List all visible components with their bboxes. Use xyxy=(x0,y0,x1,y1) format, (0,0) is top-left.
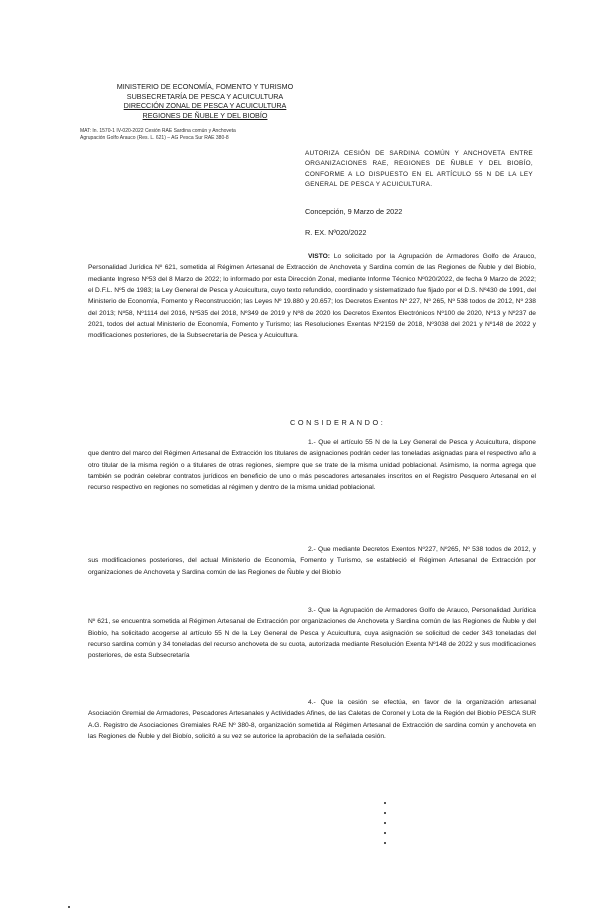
ministry-name: MINISTERIO DE ECONOMÍA, FOMENTO Y TURISMO xyxy=(116,82,294,91)
visto-paragraph xyxy=(88,251,536,342)
zonal-directorate-name: DIRECCIÓN ZONAL DE PESCA Y ACUICULTURA xyxy=(123,101,287,111)
place-date: Concepción, 9 Marzo de 2022 xyxy=(305,207,403,216)
considerando-paragraph-2 xyxy=(88,544,536,578)
undersecretariat-name: SUBSECRETARÍA DE PESCA Y ACUICULTURA xyxy=(126,91,284,101)
visto-label: VISTO: xyxy=(308,253,331,260)
reference-note-line1: MAT: In. 1570-1 IV-020-2022 Cesión RAE Sardina común y Anchoveta xyxy=(80,128,236,134)
considerando-text-3: 3.- Que la Agrupación de Armadores Golfo de Arauco, Personalidad Jurídica Nº 621, se encuentra sometida al Régimen Artesanal de Extracción por organizaciones de Anchoveta y Sardina común de las Regiones de Ñuble y del Biobío, ha solicitado acogerse al artículo 55 N de la Ley General de Pesca y Acuicultura, cuya asignación se solicitud de ceder 343 toneladas del recurso sardina común y 34 toneladas del recurso anchoveta de su cuota, autorizada mediante Resolución Exenta Nº148 de 2022 y sus modificaciones posteriores, de esta Subsecretaría xyxy=(88,607,536,660)
scan-mark xyxy=(384,812,386,814)
considerando-paragraph-1 xyxy=(88,437,536,494)
reference-note-line2: Agrupación Golfo Arauco (Res. L. 621) – AG Pesca Sur RAE 380-8 xyxy=(80,135,229,142)
resolution-subject: AUTORIZA CESIÓN DE SARDINA COMÚN Y ANCHOVETA ENTRE ORGANIZACIONES RAE, REGIONES DE ÑUBLE Y DEL BIOBÍO, CONFORME A LO DISPUESTO EN EL ARTÍCULO 55 N DE LA LEY GENERAL DE PESCA Y ACUICULTURA. xyxy=(305,150,533,189)
scan-mark xyxy=(384,802,386,804)
considerando-text-4: 4.- Que la cesión se efectúa, en favor de la organización artesanal Asociación Gremial de Armadores, Pescadores Artesanales y Actividades Afines, de las Caletas de Coronel y Lota de la Región del Biobío PESCA SUR A.G. Registro de Asociaciones Gremiales RAE Nº 380-8, organización sometida al Régimen Artesanal de Extracción de sardina común y anchoveta en las Regiones de Ñuble y del Biobío, solicitó a su vez se autorice la aprobación de la señalada cesión. xyxy=(88,699,536,741)
reference-note xyxy=(80,128,310,143)
considerando-text-2: 2.- Que mediante Decretos Exentos Nº227, Nº265, Nº 538 todos de 2012, y sus modificaciones posteriores, del actual Ministerio de Economía, Fomento y Turismo, se estableció el Régimen Artesanal de Extracción por organizaciones de Anchoveta y Sardina común de las Regiones de Ñuble y del Biobío xyxy=(88,546,536,576)
considerando-paragraph-3 xyxy=(88,605,536,662)
considerando-paragraph-4 xyxy=(88,697,536,742)
scan-mark xyxy=(384,842,386,844)
visto-text: Lo solicitado por la Agrupación de Armadores Golfo de Arauco, Personalidad Jurídica Nº 621, sometida al Régimen Artesanal de Extracción de Anchoveta y Sardina común de las Regiones de Ñuble y del Biobío, mediante Ingreso Nº53 del 8 Marzo de 2022; lo informado por esta Dirección Zonal, mediante Informe Técnico Nº020/2022, de fecha 9 Marzo de 2022; el D.F.L. Nº5 de 1983; la Ley General de Pesca y Acuicultura, cuyo texto refundido, coordinado y sistematizado fue fijado por el D.S. Nº430 de 1991, del Ministerio de Economía, Fomento y Reconstrucción; las Leyes Nº 19.880 y 20.657; los Decretos Exentos Nº 227, Nº 265, Nº 538 todos de 2012, Nº 238 del 2013; Nº58, Nº1114 del 2016, Nº535 del 2018, Nº349 de 2019 y Nº8 de 2020 los Decretos Exentos Electrónicos Nº100 de 2020, Nº13 y Nº237 de 2021, todos del actual Ministerio de Economía, Fomento y Turismo; las Resoluciones Exentas Nº2159 de 2018, Nº3038 del 2021 y Nº148 de 2022 y modificaciones posteriores, de la Subsecretaría de Pesca y Acuicultura. xyxy=(88,253,536,340)
regions-name: REGIONES DE ÑUBLE Y DEL BIOBÍO xyxy=(142,110,268,120)
scan-mark xyxy=(68,906,70,908)
considerando-heading: CONSIDERANDO: xyxy=(290,418,386,427)
resolution-number: R. EX. Nº020/2022 xyxy=(305,228,367,237)
scan-mark xyxy=(384,822,386,824)
scan-mark xyxy=(384,832,386,834)
letterhead xyxy=(80,82,330,120)
considerando-text-1: 1.- Que el artículo 55 N de la Ley General de Pesca y Acuicultura, dispone que dentro del marco del Régimen Artesanal de Extracción los titulares de asignaciones podrán ceder las toneladas asignadas para el respectivo año a otro titular de la misma región o a titulares de otras regiones, siempre que se trate de la misma unidad poblacional. Asimismo, la norma agrega que también se podrán celebrar contratos jurídicos en beneficio de uno o más pescadores artesanales inscritos en el Registro Pesquero Artesanal en el recurso respectivo en regiones no sometidas al régimen y dentro de la misma unidad poblacional. xyxy=(88,439,536,492)
